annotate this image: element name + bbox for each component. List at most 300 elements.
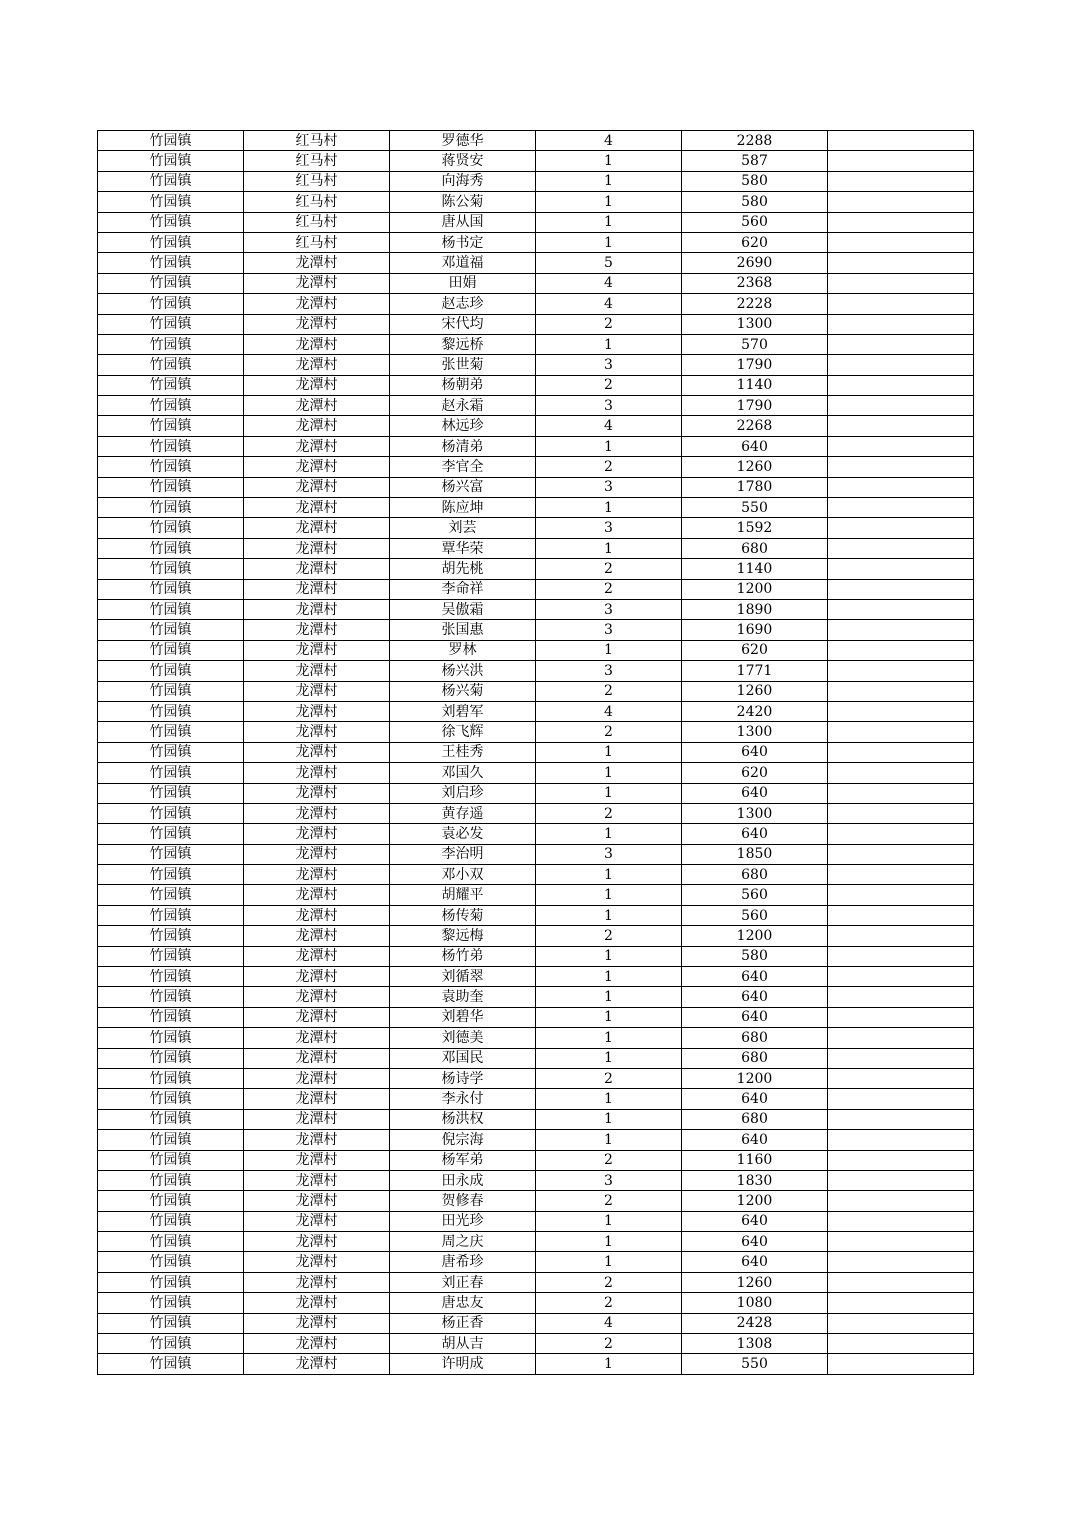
amount-cell: 1160 <box>682 1150 828 1170</box>
name-cell: 吴傲霜 <box>390 599 536 619</box>
note-cell <box>828 334 974 354</box>
table-row <box>98 987 974 1007</box>
note-cell <box>828 599 974 619</box>
name-cell: 张世菊 <box>390 355 536 375</box>
name-cell: 杨兴菊 <box>390 681 536 701</box>
note-cell <box>828 457 974 477</box>
amount-cell: 640 <box>682 742 828 762</box>
town-cell: 竹园镇 <box>98 1252 244 1272</box>
town-cell: 竹园镇 <box>98 1028 244 1048</box>
table-body <box>98 131 974 1375</box>
village-cell: 龙潭村 <box>244 1211 390 1231</box>
members-cell: 1 <box>536 1007 682 1027</box>
village-cell: 龙潭村 <box>244 1191 390 1211</box>
name-cell: 李官全 <box>390 457 536 477</box>
name-cell: 刘碧华 <box>390 1007 536 1027</box>
village-cell: 龙潭村 <box>244 620 390 640</box>
village-cell: 龙潭村 <box>244 1170 390 1190</box>
table-row <box>98 171 974 191</box>
amount-cell: 550 <box>682 498 828 518</box>
village-cell: 龙潭村 <box>244 783 390 803</box>
amount-cell: 1300 <box>682 803 828 823</box>
town-cell: 竹园镇 <box>98 865 244 885</box>
amount-cell: 640 <box>682 436 828 456</box>
note-cell <box>828 1293 974 1313</box>
amount-cell: 2288 <box>682 131 828 151</box>
name-cell: 向海秀 <box>390 171 536 191</box>
town-cell: 竹园镇 <box>98 355 244 375</box>
name-cell: 刘碧军 <box>390 701 536 721</box>
table-row <box>98 824 974 844</box>
village-cell: 龙潭村 <box>244 375 390 395</box>
town-cell: 竹园镇 <box>98 232 244 252</box>
members-cell: 4 <box>536 1313 682 1333</box>
town-cell: 竹园镇 <box>98 579 244 599</box>
members-cell: 3 <box>536 1170 682 1190</box>
members-cell: 2 <box>536 1150 682 1170</box>
town-cell: 竹园镇 <box>98 477 244 497</box>
table-row <box>98 212 974 232</box>
note-cell <box>828 171 974 191</box>
town-cell: 竹园镇 <box>98 559 244 579</box>
members-cell: 3 <box>536 620 682 640</box>
table-row <box>98 1048 974 1068</box>
name-cell: 胡先桃 <box>390 559 536 579</box>
members-cell: 1 <box>536 1232 682 1252</box>
table-row <box>98 273 974 293</box>
name-cell: 胡耀平 <box>390 885 536 905</box>
members-cell: 2 <box>536 1068 682 1088</box>
members-cell: 2 <box>536 457 682 477</box>
town-cell: 竹园镇 <box>98 131 244 151</box>
village-cell: 龙潭村 <box>244 559 390 579</box>
amount-cell: 580 <box>682 171 828 191</box>
table-row <box>98 1252 974 1272</box>
note-cell <box>828 865 974 885</box>
members-cell: 1 <box>536 967 682 987</box>
table-row <box>98 559 974 579</box>
members-cell: 1 <box>536 1252 682 1272</box>
amount-cell: 580 <box>682 192 828 212</box>
name-cell: 刘正春 <box>390 1272 536 1292</box>
amount-cell: 620 <box>682 232 828 252</box>
members-cell: 1 <box>536 192 682 212</box>
note-cell <box>828 416 974 436</box>
amount-cell: 1260 <box>682 681 828 701</box>
town-cell: 竹园镇 <box>98 1068 244 1088</box>
table-row <box>98 498 974 518</box>
town-cell: 竹园镇 <box>98 396 244 416</box>
town-cell: 竹园镇 <box>98 151 244 171</box>
amount-cell: 620 <box>682 640 828 660</box>
name-cell: 袁必发 <box>390 824 536 844</box>
table-row <box>98 1109 974 1129</box>
village-cell: 龙潭村 <box>244 844 390 864</box>
village-cell: 龙潭村 <box>244 1293 390 1313</box>
table-row <box>98 518 974 538</box>
amount-cell: 560 <box>682 885 828 905</box>
note-cell <box>828 498 974 518</box>
table-row <box>98 620 974 640</box>
village-cell: 龙潭村 <box>244 396 390 416</box>
note-cell <box>828 131 974 151</box>
amount-cell: 1592 <box>682 518 828 538</box>
town-cell: 竹园镇 <box>98 824 244 844</box>
name-cell: 李永付 <box>390 1089 536 1109</box>
town-cell: 竹园镇 <box>98 1334 244 1354</box>
village-cell: 龙潭村 <box>244 599 390 619</box>
table-row <box>98 355 974 375</box>
amount-cell: 640 <box>682 1232 828 1252</box>
members-cell: 1 <box>536 640 682 660</box>
table-row <box>98 905 974 925</box>
table-row <box>98 232 974 252</box>
table-row <box>98 477 974 497</box>
amount-cell: 2690 <box>682 253 828 273</box>
amount-cell: 1771 <box>682 661 828 681</box>
table-row <box>98 1334 974 1354</box>
town-cell: 竹园镇 <box>98 620 244 640</box>
members-cell: 4 <box>536 701 682 721</box>
table-row <box>98 314 974 334</box>
note-cell <box>828 273 974 293</box>
name-cell: 张国惠 <box>390 620 536 640</box>
town-cell: 竹园镇 <box>98 1313 244 1333</box>
note-cell <box>828 294 974 314</box>
note-cell <box>828 1068 974 1088</box>
village-cell: 龙潭村 <box>244 498 390 518</box>
town-cell: 竹园镇 <box>98 1354 244 1374</box>
village-cell: 龙潭村 <box>244 1272 390 1292</box>
amount-cell: 2428 <box>682 1313 828 1333</box>
amount-cell: 1300 <box>682 314 828 334</box>
table-row <box>98 131 974 151</box>
members-cell: 1 <box>536 538 682 558</box>
village-cell: 龙潭村 <box>244 1232 390 1252</box>
name-cell: 杨朝弟 <box>390 375 536 395</box>
members-cell: 3 <box>536 844 682 864</box>
members-cell: 1 <box>536 763 682 783</box>
village-cell: 龙潭村 <box>244 334 390 354</box>
town-cell: 竹园镇 <box>98 640 244 660</box>
note-cell <box>828 253 974 273</box>
amount-cell: 680 <box>682 1109 828 1129</box>
village-cell: 龙潭村 <box>244 1354 390 1374</box>
table-row <box>98 1293 974 1313</box>
note-cell <box>828 1272 974 1292</box>
town-cell: 竹园镇 <box>98 1109 244 1129</box>
village-cell: 龙潭村 <box>244 538 390 558</box>
town-cell: 竹园镇 <box>98 1007 244 1027</box>
table-row <box>98 783 974 803</box>
name-cell: 田娟 <box>390 273 536 293</box>
town-cell: 竹园镇 <box>98 1293 244 1313</box>
town-cell: 竹园镇 <box>98 518 244 538</box>
village-cell: 龙潭村 <box>244 681 390 701</box>
town-cell: 竹园镇 <box>98 1170 244 1190</box>
table-row <box>98 1170 974 1190</box>
name-cell: 林远珍 <box>390 416 536 436</box>
amount-cell: 620 <box>682 763 828 783</box>
amount-cell: 2268 <box>682 416 828 436</box>
note-cell <box>828 722 974 742</box>
name-cell: 杨洪权 <box>390 1109 536 1129</box>
amount-cell: 2228 <box>682 294 828 314</box>
name-cell: 周之庆 <box>390 1232 536 1252</box>
note-cell <box>828 1089 974 1109</box>
village-cell: 龙潭村 <box>244 457 390 477</box>
table-row <box>98 885 974 905</box>
members-cell: 1 <box>536 151 682 171</box>
table-row <box>98 294 974 314</box>
note-cell <box>828 803 974 823</box>
members-cell: 4 <box>536 416 682 436</box>
village-cell: 龙潭村 <box>244 946 390 966</box>
amount-cell: 640 <box>682 967 828 987</box>
table-row <box>98 436 974 456</box>
note-cell <box>828 232 974 252</box>
table-row <box>98 1007 974 1027</box>
table-row <box>98 192 974 212</box>
table-row <box>98 844 974 864</box>
amount-cell: 550 <box>682 1354 828 1374</box>
village-cell: 龙潭村 <box>244 803 390 823</box>
table-row <box>98 967 974 987</box>
town-cell: 竹园镇 <box>98 212 244 232</box>
name-cell: 杨诗学 <box>390 1068 536 1088</box>
village-cell: 龙潭村 <box>244 518 390 538</box>
members-cell: 3 <box>536 599 682 619</box>
name-cell: 胡从吉 <box>390 1334 536 1354</box>
note-cell <box>828 436 974 456</box>
table-row <box>98 151 974 171</box>
note-cell <box>828 824 974 844</box>
name-cell: 杨清弟 <box>390 436 536 456</box>
village-cell: 龙潭村 <box>244 701 390 721</box>
town-cell: 竹园镇 <box>98 844 244 864</box>
note-cell <box>828 212 974 232</box>
village-cell: 龙潭村 <box>244 1150 390 1170</box>
table-row <box>98 722 974 742</box>
town-cell: 竹园镇 <box>98 457 244 477</box>
amount-cell: 587 <box>682 151 828 171</box>
members-cell: 1 <box>536 1089 682 1109</box>
amount-cell: 580 <box>682 946 828 966</box>
note-cell <box>828 783 974 803</box>
table-row <box>98 1068 974 1088</box>
village-cell: 龙潭村 <box>244 905 390 925</box>
village-cell: 龙潭村 <box>244 1028 390 1048</box>
village-cell: 龙潭村 <box>244 1130 390 1150</box>
amount-cell: 560 <box>682 905 828 925</box>
note-cell <box>828 1191 974 1211</box>
amount-cell: 1260 <box>682 457 828 477</box>
amount-cell: 2368 <box>682 273 828 293</box>
town-cell: 竹园镇 <box>98 742 244 762</box>
members-cell: 3 <box>536 355 682 375</box>
name-cell: 刘启珍 <box>390 783 536 803</box>
village-cell: 龙潭村 <box>244 1068 390 1088</box>
amount-cell: 1200 <box>682 1191 828 1211</box>
village-cell: 红马村 <box>244 232 390 252</box>
table-row <box>98 865 974 885</box>
town-cell: 竹园镇 <box>98 171 244 191</box>
note-cell <box>828 946 974 966</box>
village-cell: 龙潭村 <box>244 1007 390 1027</box>
name-cell: 贺修春 <box>390 1191 536 1211</box>
village-cell: 红马村 <box>244 131 390 151</box>
amount-cell: 640 <box>682 1089 828 1109</box>
village-cell: 龙潭村 <box>244 416 390 436</box>
members-cell: 1 <box>536 1048 682 1068</box>
village-cell: 龙潭村 <box>244 1048 390 1068</box>
note-cell <box>828 559 974 579</box>
village-cell: 龙潭村 <box>244 1313 390 1333</box>
town-cell: 竹园镇 <box>98 375 244 395</box>
name-cell: 邓国久 <box>390 763 536 783</box>
village-cell: 龙潭村 <box>244 579 390 599</box>
name-cell: 杨兴洪 <box>390 661 536 681</box>
members-cell: 2 <box>536 722 682 742</box>
note-cell <box>828 681 974 701</box>
members-cell: 2 <box>536 375 682 395</box>
amount-cell: 2420 <box>682 701 828 721</box>
members-cell: 5 <box>536 253 682 273</box>
name-cell: 李治明 <box>390 844 536 864</box>
name-cell: 刘德美 <box>390 1028 536 1048</box>
amount-cell: 640 <box>682 824 828 844</box>
table-row <box>98 375 974 395</box>
name-cell: 陈应坤 <box>390 498 536 518</box>
amount-cell: 1830 <box>682 1170 828 1190</box>
town-cell: 竹园镇 <box>98 1150 244 1170</box>
name-cell: 邓国民 <box>390 1048 536 1068</box>
table-row <box>98 457 974 477</box>
amount-cell: 640 <box>682 1007 828 1027</box>
members-cell: 1 <box>536 742 682 762</box>
amount-cell: 640 <box>682 987 828 1007</box>
name-cell: 李命祥 <box>390 579 536 599</box>
amount-cell: 640 <box>682 1252 828 1272</box>
table-row <box>98 803 974 823</box>
note-cell <box>828 1354 974 1374</box>
table-row <box>98 334 974 354</box>
amount-cell: 570 <box>682 334 828 354</box>
table-row <box>98 640 974 660</box>
town-cell: 竹园镇 <box>98 803 244 823</box>
note-cell <box>828 926 974 946</box>
note-cell <box>828 661 974 681</box>
members-cell: 2 <box>536 559 682 579</box>
name-cell: 赵志珍 <box>390 294 536 314</box>
note-cell <box>828 763 974 783</box>
name-cell: 田光珍 <box>390 1211 536 1231</box>
note-cell <box>828 538 974 558</box>
amount-cell: 640 <box>682 783 828 803</box>
name-cell: 杨正香 <box>390 1313 536 1333</box>
name-cell: 宋代均 <box>390 314 536 334</box>
amount-cell: 1260 <box>682 1272 828 1292</box>
name-cell: 杨军弟 <box>390 1150 536 1170</box>
note-cell <box>828 355 974 375</box>
note-cell <box>828 1313 974 1333</box>
members-cell: 2 <box>536 314 682 334</box>
members-cell: 2 <box>536 803 682 823</box>
note-cell <box>828 967 974 987</box>
town-cell: 竹园镇 <box>98 1191 244 1211</box>
note-cell <box>828 1028 974 1048</box>
village-cell: 龙潭村 <box>244 763 390 783</box>
town-cell: 竹园镇 <box>98 783 244 803</box>
table-row <box>98 1232 974 1252</box>
village-cell: 龙潭村 <box>244 477 390 497</box>
town-cell: 竹园镇 <box>98 416 244 436</box>
name-cell: 杨兴富 <box>390 477 536 497</box>
table-row <box>98 763 974 783</box>
note-cell <box>828 987 974 1007</box>
note-cell <box>828 1232 974 1252</box>
town-cell: 竹园镇 <box>98 599 244 619</box>
data-table <box>97 130 974 1375</box>
note-cell <box>828 477 974 497</box>
town-cell: 竹园镇 <box>98 192 244 212</box>
table-row <box>98 396 974 416</box>
note-cell <box>828 701 974 721</box>
amount-cell: 1890 <box>682 599 828 619</box>
name-cell: 徐飞辉 <box>390 722 536 742</box>
table-row <box>98 742 974 762</box>
town-cell: 竹园镇 <box>98 1272 244 1292</box>
amount-cell: 1300 <box>682 722 828 742</box>
note-cell <box>828 1130 974 1150</box>
name-cell: 黎远梅 <box>390 926 536 946</box>
village-cell: 龙潭村 <box>244 926 390 946</box>
note-cell <box>828 396 974 416</box>
members-cell: 2 <box>536 926 682 946</box>
amount-cell: 1140 <box>682 375 828 395</box>
town-cell: 竹园镇 <box>98 885 244 905</box>
name-cell: 刘循翠 <box>390 967 536 987</box>
name-cell: 袁助奎 <box>390 987 536 1007</box>
table-row <box>98 1150 974 1170</box>
members-cell: 4 <box>536 131 682 151</box>
note-cell <box>828 1150 974 1170</box>
note-cell <box>828 151 974 171</box>
name-cell: 刘芸 <box>390 518 536 538</box>
town-cell: 竹园镇 <box>98 905 244 925</box>
members-cell: 1 <box>536 436 682 456</box>
table-row <box>98 253 974 273</box>
table-row <box>98 661 974 681</box>
members-cell: 2 <box>536 579 682 599</box>
name-cell: 王桂秀 <box>390 742 536 762</box>
village-cell: 龙潭村 <box>244 865 390 885</box>
amount-cell: 640 <box>682 1211 828 1231</box>
members-cell: 3 <box>536 518 682 538</box>
members-cell: 2 <box>536 681 682 701</box>
name-cell: 黄存遥 <box>390 803 536 823</box>
name-cell: 唐忠友 <box>390 1293 536 1313</box>
amount-cell: 1140 <box>682 559 828 579</box>
town-cell: 竹园镇 <box>98 1048 244 1068</box>
note-cell <box>828 579 974 599</box>
amount-cell: 560 <box>682 212 828 232</box>
note-cell <box>828 1109 974 1129</box>
table-row <box>98 1028 974 1048</box>
members-cell: 1 <box>536 905 682 925</box>
village-cell: 龙潭村 <box>244 967 390 987</box>
name-cell: 唐希珍 <box>390 1252 536 1272</box>
